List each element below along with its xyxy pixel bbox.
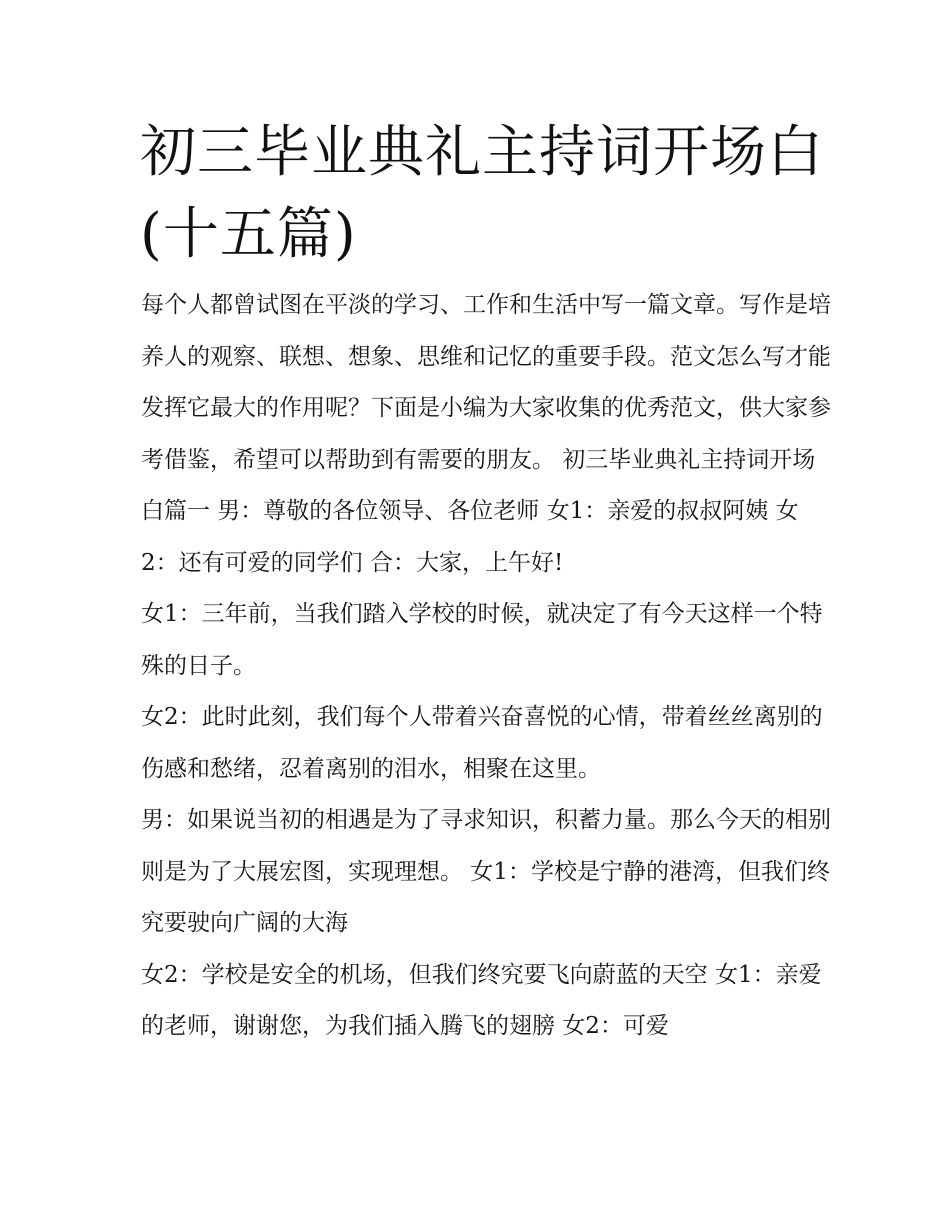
paragraph: 男：如果说当初的相遇是为了寻求知识，积蓄力量。那么今天的相别则是为了大展宏图，实现理想。 女1：学校是宁静的港湾，但我们终究要驶向广阔的大海 xyxy=(141,807,831,936)
paragraph: 女2：学校是安全的机场，但我们终究要飞向蔚蓝的天空 女1：亲爱的老师，谢谢您，为我们插入腾飞的翅膀 女2：可爱 xyxy=(141,961,822,1039)
paragraph: 女1：三年前，当我们踏入学校的时候，就决定了有今天这样一个特殊的日子。 xyxy=(141,601,823,679)
paragraph: 每个人都曾试图在平淡的学习、工作和生活中写一篇文章。写作是培养人的观察、联想、想象、思维和记忆的重要手段。范文怎么写才能发挥它最大的作用呢？下面是小编为大家收集的优秀范文，供大家参考借鉴，希望可以帮助到有需要的朋友。 初三毕业典礼主持词开场白篇一 男：尊敬的各位领导、各位老师 女1：亲爱的叔叔阿姨 女2：还有可爱的同学们 合：大家，上午好! xyxy=(141,292,831,576)
document-title: 初三毕业典礼主持词开场白(十五篇) xyxy=(140,120,824,267)
document-body xyxy=(141,280,831,1053)
paragraph: 女2：此时此刻，我们每个人带着兴奋喜悦的心情，带着丝丝离别的伤感和愁绪，忍着离别的泪水，相聚在这里。 xyxy=(141,704,823,782)
